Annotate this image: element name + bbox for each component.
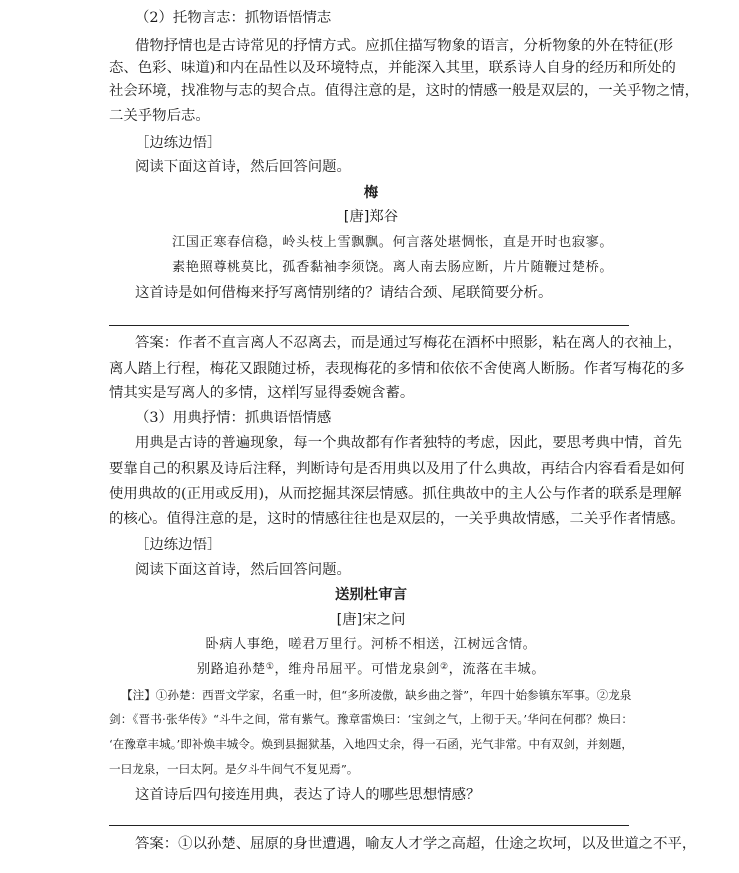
answer-line: 离人踏上行程，梅花又跟随过桥，表现梅花的多情和依依不舍使离人断肠。作者写梅花的多 [109, 361, 685, 377]
footnote-marker: ② [439, 662, 449, 672]
poem-line: 江国正寒春信稳，岭头枝上雪飘飘。何言落处堪惆怅，直是开时也寂寥。 [172, 235, 614, 250]
answer-line: 情其实是写离人的多情，这样 写显得委婉含蓄。 [109, 385, 415, 401]
paragraph-line: 借物抒情也是古诗常见的抒情方式。应抓住描写物象的语言，分析物象的外在特征(形 [135, 38, 674, 54]
paragraph-line: 要靠自己的积累及诗后注释，判断诗句是否用典以及用了什么典故，再结合内容看看是如何 [109, 461, 685, 477]
section-heading-3: （3）用典抒情：抓典语悟情感 [135, 410, 332, 426]
note-line: 【注】①孙楚：西晋文学家，名重一时，但“多所凌傲，缺乡曲之誉”，年四十始参镇东军事。②龙泉 [121, 688, 632, 702]
section-heading-2: （2）托物言志：抓物语悟情志 [135, 10, 332, 26]
instruction: 阅读下面这首诗，然后回答问题。 [135, 562, 351, 578]
practice-label: ［边练边悟］ [135, 135, 222, 151]
paragraph-line: 使用典故的(正用或反用)，从而挖掘其深层情感。抓住典故中的主人公与作者的联系是理解 [109, 486, 682, 502]
paragraph-line: 态、色彩、味道)和内在品性以及环境特点，并能深入其里，联系诗人自身的经历和所处的 [109, 60, 676, 76]
note-line: 一曰龙泉，一曰太阿。是夕斗牛间气不复见焉”。 [109, 762, 359, 776]
poem-title: 送别杜审言 [335, 587, 407, 603]
answer-divider [109, 825, 629, 826]
footnote-marker: ① [265, 662, 275, 672]
poem-line: 素艳照尊桃莫比，孤香黏袖李须饶。离人南去肠应断，片片随鞭过楚桥。 [172, 260, 614, 275]
question: 这首诗是如何借梅来抒写离情别绪的？请结合颈、尾联简要分析。 [135, 285, 553, 301]
note-line: 剑：《晋书·张华传》“斗牛之间，常有紫气。豫章雷焕曰：‘宝剑之气，上彻于天。’华问在何郡？焕曰： [109, 712, 633, 726]
paragraph-line: 二关乎物后志。 [109, 108, 210, 124]
answer-line: 答案：作者不直言离人不忍离去，而是通过写梅花在酒杯中照影，粘在离人的衣袖上， [135, 335, 682, 351]
paragraph-line: 的核心。值得注意的是，这时的情感往往也是双层的，一关乎典故情感，二关乎作者情感。 [109, 511, 685, 527]
paragraph-line: 用典是古诗的普遍现象，每一个典故都有作者独特的考虑，因此，要思考典中情，首先 [135, 435, 682, 451]
answer-divider [109, 325, 629, 326]
poem-line: 卧病人事绝，嗟君万里行。河桥不相送，江树远含情。 [205, 637, 537, 652]
practice-label: ［边练边悟］ [135, 537, 222, 553]
poem-title: 梅 [363, 185, 379, 201]
answer-line: 答案：①以孙楚、屈原的身世遭遇，喻友人才学之高超，仕途之坎坷，以及世道之不平， [135, 836, 697, 852]
text-cursor [297, 384, 298, 399]
poem-line: 别路追孙楚①，维舟吊屈平。可惜龙泉剑②，流落在丰城。 [196, 662, 546, 677]
instruction: 阅读下面这首诗，然后回答问题。 [135, 159, 351, 175]
poem-author: [唐]郑谷 [343, 209, 399, 225]
note-line: ‘在豫章丰城。’即补焕丰城令。焕到县掘狱基，入地四丈余，得一石函，光气非常。中有双剑，并刻题， [109, 737, 633, 751]
poem-author: [唐]宋之问 [336, 612, 406, 628]
paragraph-line: 社会环境，找准物与志的契合点。值得注意的是，这时的情感一般是双层的，一关乎物之情， [109, 83, 700, 99]
question: 这首诗后四句接连用典，表达了诗人的哪些思想情感？ [135, 787, 481, 803]
